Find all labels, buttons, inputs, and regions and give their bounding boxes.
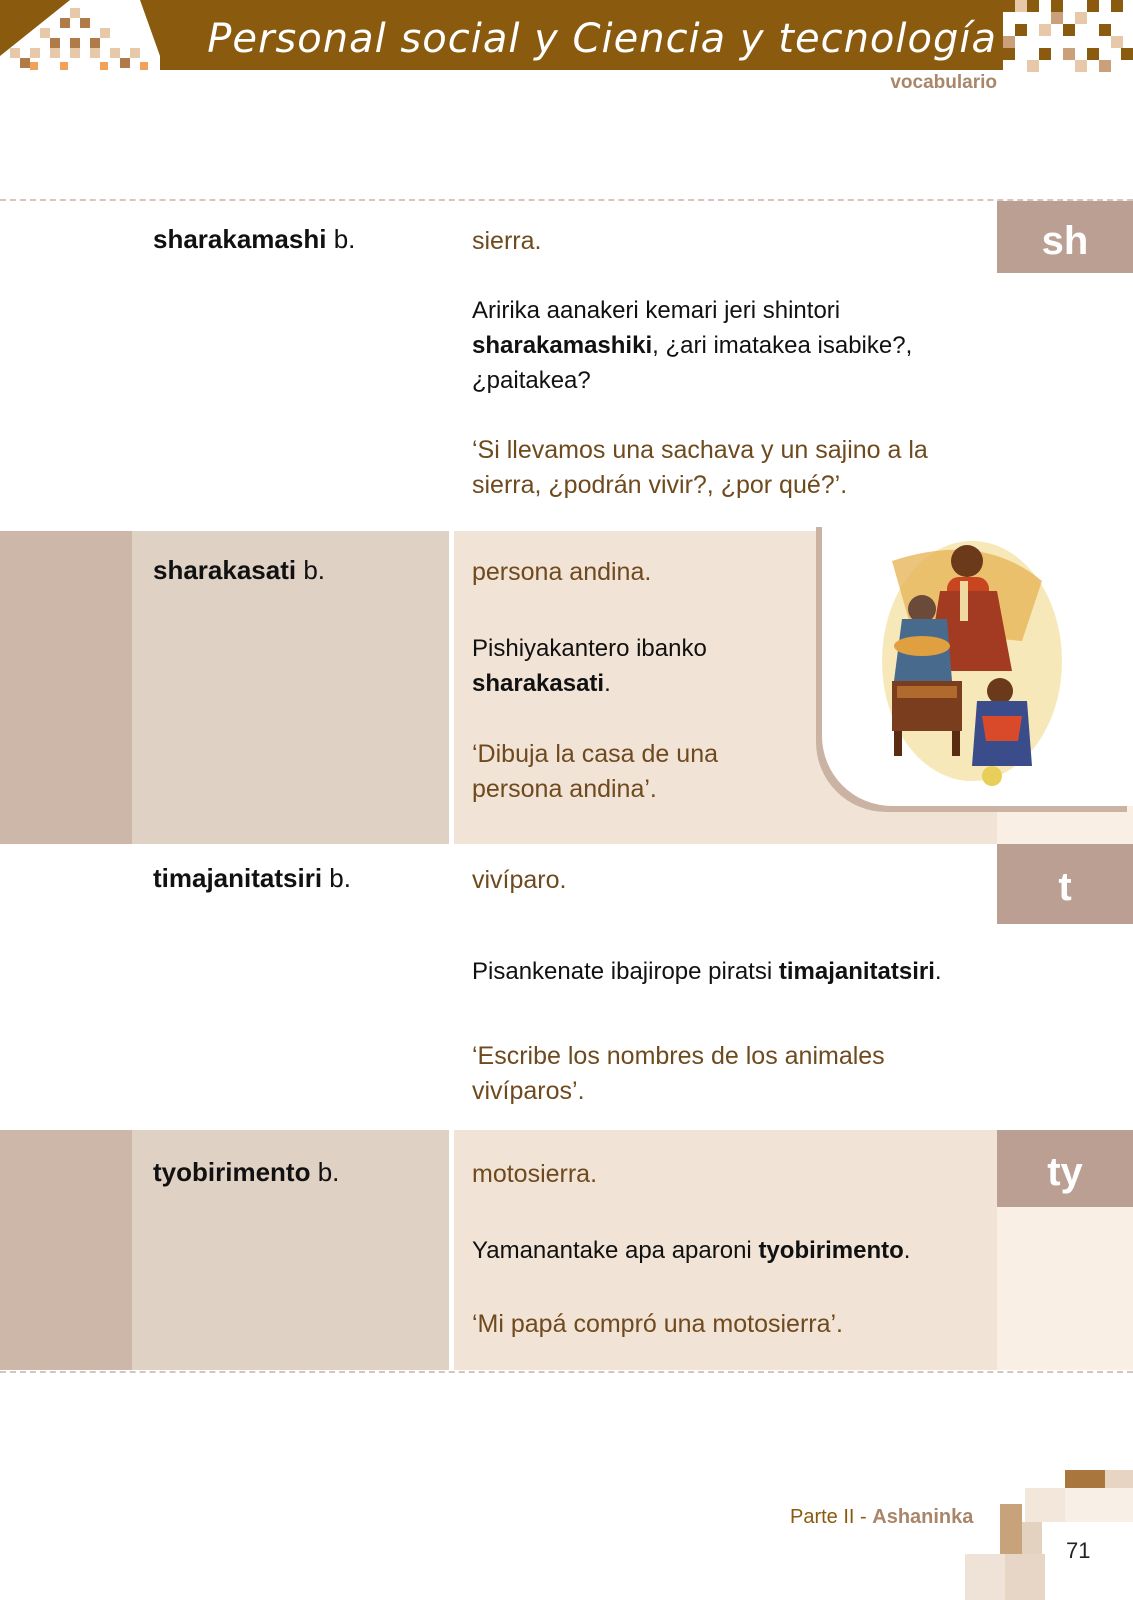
part-of-speech: b. xyxy=(317,1157,340,1187)
example-headword: sharakamashiki xyxy=(472,332,653,359)
spanish-gloss: sierra. xyxy=(472,227,542,255)
footer-part: Parte II - xyxy=(790,1506,873,1528)
weave-pattern-right-icon xyxy=(1003,0,1133,72)
letter-tab-t: t xyxy=(997,844,1133,924)
spanish-gloss: motosierra. xyxy=(472,1160,598,1188)
illustration-card xyxy=(822,521,1133,806)
example-text: . xyxy=(604,670,611,697)
example-headword: tyobirimento xyxy=(758,1237,904,1264)
cell-bg xyxy=(0,1130,132,1370)
headword-term: sharakasati xyxy=(153,555,297,585)
example-text: . xyxy=(903,1237,911,1264)
example-text: Pisankenate ibajirope piratsi xyxy=(472,958,779,985)
andean-musicians-illustration-icon xyxy=(822,521,1133,806)
spanish-translation: ‘Mi papá compró una motosierra’. xyxy=(472,1310,843,1338)
headword xyxy=(153,224,355,255)
part-of-speech: b. xyxy=(303,555,326,585)
headword-term: timajanitatsiri xyxy=(153,863,323,893)
footer-blocks-icon xyxy=(945,1470,1133,1600)
spanish-gloss: persona andina. xyxy=(472,558,652,586)
headword-term: tyobirimento xyxy=(153,1157,311,1187)
headword xyxy=(153,863,351,894)
example-headword: timajanitatsiri xyxy=(778,958,935,985)
spanish-translation: ‘Dibuja la casa de una persona andina’. xyxy=(472,740,718,803)
example-text: Pishiyakantero ibanko xyxy=(472,635,707,662)
letter-tab-sh: sh xyxy=(997,201,1133,273)
headword xyxy=(153,1157,339,1188)
example-headword: sharakasati xyxy=(472,670,605,697)
ashaninka-example xyxy=(472,631,772,701)
footer-part-label xyxy=(790,1506,973,1529)
section-subtitle: vocabulario xyxy=(890,72,997,93)
part-of-speech: b. xyxy=(333,224,356,254)
part-of-speech: b. xyxy=(329,863,351,893)
page-number: 71 xyxy=(1066,1538,1091,1563)
spanish-translation: ‘Si llevamos una sachava y un sajino a la sierra, ¿podrán vivir?, ¿por qué?’. xyxy=(472,436,928,499)
example-text: Yamanantake apa aparoni xyxy=(472,1237,759,1264)
bottom-divider xyxy=(0,1371,1133,1373)
letter-tab-ty: ty xyxy=(997,1130,1133,1207)
headword-term: sharakamashi xyxy=(153,224,327,254)
example-text: . xyxy=(934,958,942,985)
ashaninka-example xyxy=(472,954,992,989)
cell-bg xyxy=(0,531,132,844)
ashaninka-example xyxy=(472,293,972,398)
headword xyxy=(153,555,325,586)
spanish-translation: ‘Escribe los nombres de los animales vivíparos’. xyxy=(472,1042,885,1105)
weave-pattern-left-icon xyxy=(0,0,170,72)
footer-language: Ashaninka xyxy=(872,1506,974,1528)
page-title: Personal social y Ciencia y tecnología xyxy=(207,16,997,62)
example-text: Aririka aanakeri kemari jeri shintori xyxy=(472,297,841,324)
example-text: , ¿ari imatakea isabike?, ¿paitakea? xyxy=(472,332,913,394)
ashaninka-example xyxy=(472,1233,992,1268)
spanish-gloss: vivíparo. xyxy=(472,866,567,894)
